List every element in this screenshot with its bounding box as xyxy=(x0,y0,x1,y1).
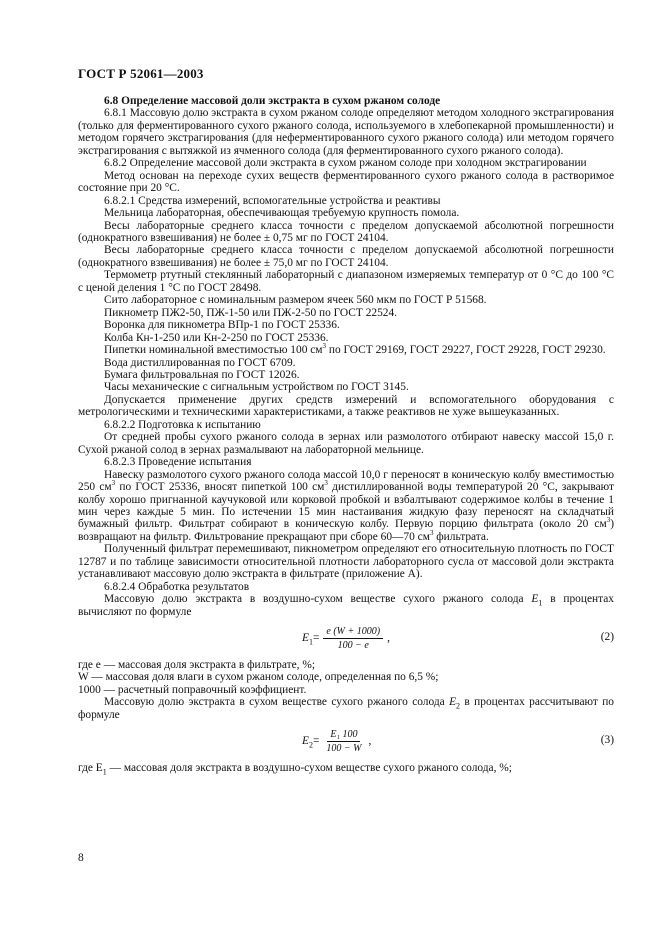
equipment-item-pipettes xyxy=(78,344,614,356)
equipment-item: Сито лабораторное с номинальным размером ячеек 560 мкм по ГОСТ Р 51568. xyxy=(104,294,487,307)
equipment-note: Допускается применение других средств измерений и вспомогательного оборудования с метрологическими и техническими характеристиками, а также реактивов не хуже вышеуказанных. xyxy=(78,393,614,419)
cubic-superscript: 3 xyxy=(322,342,327,351)
paragraph-6-8-2-3: 6.8.2.3 Проведение испытания xyxy=(104,456,252,469)
equipment-item: Часы механические с сигнальным устройством по ГОСТ 3145. xyxy=(104,381,409,394)
definition-term: где e xyxy=(78,659,101,672)
calc2-text-end: в процентах рассчитывают по формуле xyxy=(78,696,614,721)
definition-desc: — массовая доля экстракта в воздушно-сухом веществе сухого ржаного солода, %; xyxy=(106,762,512,775)
paragraph-test-procedure xyxy=(78,469,614,544)
test-text-3: дистиллированной воды температурой 20 °С, закрывают колбу хорошо пригнанной каучуковой или корковой пробкой и взбалтывают содержимое колбы в течение 1 мин через каждые 5 мин. По истечении 15 мин настаивания жидкую фазу переносят на складчатый бумажный фильтр. Фильтрат собирают в коническую колбу. Первую порцию фильтрата (около 20 см xyxy=(78,481,614,531)
paragraph-calc-1 xyxy=(78,593,614,618)
definition-desc: — расчетный поправочный коэффициент. xyxy=(100,683,307,696)
cubic-superscript: 3 xyxy=(429,529,434,538)
cubic-superscript: 3 xyxy=(606,516,611,525)
formula-2 xyxy=(78,624,614,652)
definition-term: где E xyxy=(78,762,103,775)
fraction-denominator: 100 − e xyxy=(337,639,369,651)
paragraph-calc-2 xyxy=(78,696,614,721)
definition-e xyxy=(78,659,614,671)
page-body xyxy=(78,95,614,775)
fraction-numerator: e (W + 1000) xyxy=(323,626,383,639)
lhs-sub: 2 xyxy=(308,740,313,750)
fraction xyxy=(323,729,364,754)
definition-w xyxy=(78,671,614,683)
equals-sign: = xyxy=(312,631,320,644)
formula-3-expression xyxy=(302,727,371,755)
definition-desc: — массовая доля экстракта в фильтрате, %; xyxy=(100,659,315,672)
test-text-2: по ГОСТ 25336, вносят пипеткой 100 см xyxy=(115,481,325,494)
variable-subscript: 2 xyxy=(456,701,461,711)
equation-number: (3) xyxy=(600,734,614,747)
standard-header: ГОСТ Р 52061—2003 xyxy=(78,66,204,81)
equipment-item: Колба Кн-1-250 или Кн-2-250 по ГОСТ 25336. xyxy=(104,331,329,344)
fraction xyxy=(323,626,383,651)
paragraph-preparation: От средней пробы сухого ржаного солода в зернах или размолотого отбирают навеску массой 15,0 г. Сухой ржаной солод в зернах размалывают на лабораторной мельнице. xyxy=(78,431,614,456)
definition-desc: — массовая доля влаги в сухом ржаном солоде, определенная по 6,5 %; xyxy=(88,671,439,684)
variable-e: E xyxy=(531,593,539,606)
definition-e1 xyxy=(78,762,614,777)
equipment-item: Бумага фильтровальная по ГОСТ 12026. xyxy=(104,368,300,381)
variable-subscript: 1 xyxy=(538,598,543,608)
paragraph-6-8-2-4: 6.8.2.4 Обработка результатов xyxy=(104,580,250,593)
equipment-item: Весы лабораторные среднего класса точности с пределом допускаемой абсолютной погрешности (однократного взвешивания) не более ± 0,75 мг по ГОСТ 24104. xyxy=(78,219,614,244)
lhs-sub: 1 xyxy=(308,637,313,647)
formula-3 xyxy=(78,727,614,755)
lhs-var: E xyxy=(302,735,309,748)
paragraph-6-8-2-2: 6.8.2.2 Подготовка к испытанию xyxy=(104,418,261,431)
definition-term: W xyxy=(78,671,89,684)
calc2-text: Массовую долю экстракта в сухом веществе сухого ржаного солода xyxy=(104,696,450,709)
equipment-item: Термометр ртутный стеклянный лабораторный с диапазоном измеряемых температур от 0 °С до 100 °С с ценой деления 1 °С по ГОСТ 28498. xyxy=(78,269,614,294)
pipettes-text: Пипетки номинальной вместимостью 100 см xyxy=(104,344,323,357)
variable-e: E xyxy=(449,696,457,709)
equation-number: (2) xyxy=(600,631,614,644)
definition-1000 xyxy=(78,684,614,696)
formula-lhs xyxy=(302,735,313,750)
calc1-text-end: в процентах вычисляют по формуле xyxy=(78,593,614,618)
test-text-5: фильтрата. xyxy=(433,530,489,543)
cubic-superscript: 3 xyxy=(324,479,328,488)
paragraph-method: Метод основан на переходе сухих веществ ферментированного сухого ржаного солода в растворимое состояние при 20 °С. xyxy=(78,169,614,195)
cubic-superscript: 3 xyxy=(111,479,116,488)
equipment-item: Вода дистиллированная по ГОСТ 6709. xyxy=(104,356,296,369)
calc1-text: Массовую долю экстракта в воздушно-сухом веществе сухого ржаного солода xyxy=(104,593,532,606)
test-text-4: ) возвращают на фильтр. Фильтрование прекращают при сборе 60—70 см xyxy=(78,518,614,543)
paragraph-filtrate: Полученный фильтрат перемешивают, пикнометром определяют его относительную плотность по ГОСТ 12787 и по таблице зависимости относительной плотности лабораторного сусла от массовой доли экстракта устанавливают массовую долю экстракта в фильтрате (приложение А). xyxy=(78,543,614,581)
paragraph-6-8-2-1: 6.8.2.1 Средства измерений, вспомогательные устройства и реактивы xyxy=(104,194,441,207)
definition-sub: 1 xyxy=(102,767,107,777)
section-heading: 6.8 Определение массовой доли экстракта в сухом ржаном солоде xyxy=(104,95,441,107)
equipment-item: Пикнометр ПЖ2-50, ПЖ-1-50 или ПЖ-2-50 по ГОСТ 22524. xyxy=(104,306,398,319)
fraction-numerator: E₁ 100 xyxy=(327,729,360,742)
lhs-var: E xyxy=(302,631,309,644)
formula-comma: , xyxy=(387,631,390,644)
paragraph-6-8-2: 6.8.2 Определение массовой доли экстракта в сухом ржаном солоде при холодном экстрагировании xyxy=(104,157,587,170)
test-text-1: Навеску размолотого сухого ржаного солода массой 10,0 г переносят в коническую колбу вместимостью 250 см xyxy=(78,468,614,494)
page-number: 8 xyxy=(78,852,84,864)
paragraph-6-8-1: 6.8.1 Массовую долю экстракта в сухом ржаном солоде определяют методом холодного экстрагирования (только для ферментированного сухого ржаного солода, используемого в хлебопекарной промышленности) и методом горячего экстрагирования (для неферментированного сухого ржаного солода) или методом горячего экстрагирования с вытяжкой из ячменного солода (для ферментированного сухого ржаного солода). xyxy=(78,107,614,157)
formula-2-expression xyxy=(302,624,390,652)
equipment-item: Мельница лабораторная, обеспечивающая требуемую крупность помола. xyxy=(104,207,460,220)
equals-sign: = xyxy=(312,735,320,748)
equipment-item: Весы лабораторные среднего класса точности с пределом допускаемой абсолютной погрешности (однократного взвешивания) не более ± 75,0 мг по ГОСТ 24104. xyxy=(78,244,614,269)
pipettes-standards: по ГОСТ 29169, ГОСТ 29227, ГОСТ 29228, ГОСТ 29230. xyxy=(326,344,606,357)
definition-term: 1000 xyxy=(78,683,101,696)
fraction-denominator: 100 − W xyxy=(326,742,362,754)
formula-comma: , xyxy=(368,735,372,748)
formula-lhs xyxy=(302,631,313,647)
equipment-item: Воронка для пикнометра ВПр-1 по ГОСТ 25336. xyxy=(104,319,340,332)
